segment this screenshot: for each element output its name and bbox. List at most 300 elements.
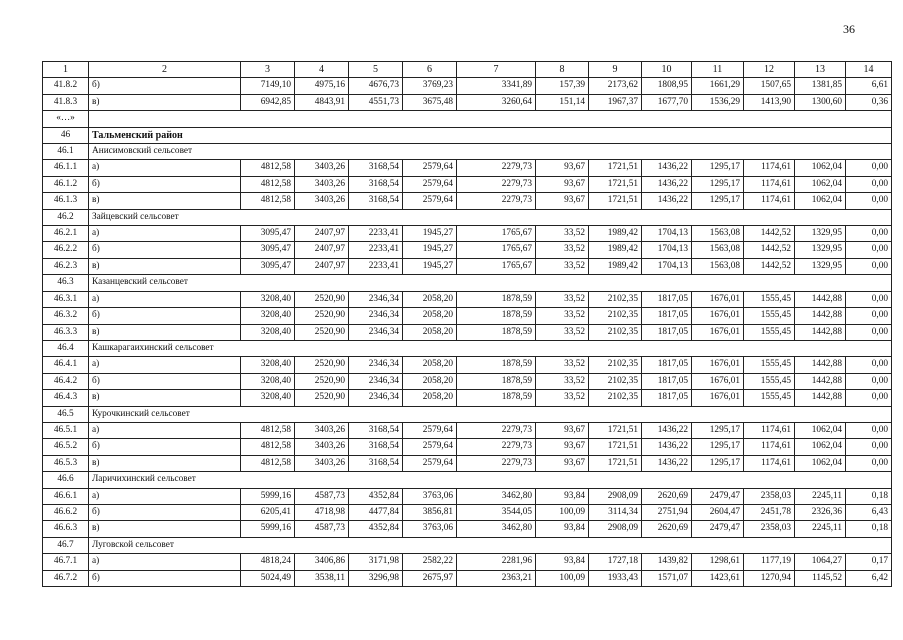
value-cell: 3403,26	[295, 176, 349, 192]
value-cell: 93,67	[536, 455, 589, 471]
value-cell: 2579,64	[403, 455, 457, 471]
value-cell: 3856,81	[403, 504, 457, 520]
value-cell: 1704,13	[642, 242, 692, 258]
value-cell: 33,52	[536, 226, 589, 242]
value-cell: 33,52	[536, 291, 589, 307]
value-cell: 1817,05	[642, 308, 692, 324]
row-variant: в)	[89, 455, 241, 471]
table-row	[43, 258, 892, 274]
value-cell: 1436,22	[642, 176, 692, 192]
section-row	[43, 209, 892, 225]
value-cell: 1329,95	[795, 226, 846, 242]
value-cell: 2279,73	[457, 160, 536, 176]
value-cell: 1295,17	[692, 160, 744, 176]
value-cell: 1878,59	[457, 324, 536, 340]
value-cell: 3208,40	[241, 291, 295, 307]
value-cell: 0,36	[846, 94, 892, 110]
value-cell: 4812,58	[241, 176, 295, 192]
value-cell: 1062,04	[795, 422, 846, 438]
value-cell: 1555,45	[744, 373, 795, 389]
value-cell: 2102,35	[589, 308, 642, 324]
value-cell: 3403,26	[295, 439, 349, 455]
value-cell: 1704,13	[642, 258, 692, 274]
value-cell: 2520,90	[295, 390, 349, 406]
value-cell: 4812,58	[241, 455, 295, 471]
value-cell: 0,00	[846, 193, 892, 209]
value-cell: 3095,47	[241, 242, 295, 258]
section-name: Казанцевский сельсовет	[89, 275, 892, 291]
value-cell: 33,52	[536, 308, 589, 324]
value-cell: 2279,73	[457, 176, 536, 192]
value-cell: 1878,59	[457, 308, 536, 324]
table-body	[43, 62, 892, 587]
value-cell: 1174,61	[744, 176, 795, 192]
value-cell: 0,18	[846, 521, 892, 537]
table-row	[43, 554, 892, 570]
section-name: Анисимовский сельсовет	[89, 144, 892, 160]
value-cell: 2620,69	[642, 521, 692, 537]
row-number: 41.8.3	[43, 94, 89, 110]
value-cell: 1436,22	[642, 422, 692, 438]
value-cell: 2233,41	[349, 242, 403, 258]
value-cell: 93,67	[536, 193, 589, 209]
value-cell: 2346,34	[349, 324, 403, 340]
table-row	[43, 439, 892, 455]
value-cell: 1507,65	[744, 78, 795, 94]
value-cell: 1817,05	[642, 373, 692, 389]
table-row	[43, 291, 892, 307]
value-cell: 3168,54	[349, 176, 403, 192]
row-number: 46.1.3	[43, 193, 89, 209]
value-cell: 1329,95	[795, 242, 846, 258]
tariff-table	[42, 61, 892, 587]
value-cell: 2451,78	[744, 504, 795, 520]
value-cell: 2579,64	[403, 439, 457, 455]
value-cell: 3462,80	[457, 488, 536, 504]
column-header: 9	[589, 62, 642, 78]
value-cell: 1436,22	[642, 193, 692, 209]
value-cell: 6,42	[846, 570, 892, 586]
value-cell: 2245,11	[795, 488, 846, 504]
value-cell: 1555,45	[744, 390, 795, 406]
value-cell: 1295,17	[692, 422, 744, 438]
value-cell: 0,00	[846, 291, 892, 307]
table-row	[43, 226, 892, 242]
value-cell: 1571,07	[642, 570, 692, 586]
value-cell: 3341,89	[457, 78, 536, 94]
value-cell: 3544,05	[457, 504, 536, 520]
value-cell: 2102,35	[589, 357, 642, 373]
value-cell: 5024,49	[241, 570, 295, 586]
value-cell: 4718,98	[295, 504, 349, 520]
value-cell: 2346,34	[349, 357, 403, 373]
value-cell: 1878,59	[457, 390, 536, 406]
value-cell: 2358,03	[744, 488, 795, 504]
value-cell: 1765,67	[457, 226, 536, 242]
row-variant: б)	[89, 308, 241, 324]
value-cell: 2279,73	[457, 193, 536, 209]
table-row	[43, 521, 892, 537]
value-cell: 33,52	[536, 242, 589, 258]
row-number: 46	[43, 127, 89, 143]
value-cell: 1270,94	[744, 570, 795, 586]
row-variant: а)	[89, 160, 241, 176]
value-cell: 4352,84	[349, 521, 403, 537]
value-cell: 0,00	[846, 308, 892, 324]
value-cell: 4352,84	[349, 488, 403, 504]
value-cell: 1676,01	[692, 373, 744, 389]
row-number: 46.4	[43, 340, 89, 356]
row-number: 46.6.3	[43, 521, 89, 537]
table-row	[43, 242, 892, 258]
value-cell: 0,00	[846, 357, 892, 373]
value-cell: 2102,35	[589, 373, 642, 389]
value-cell: 2102,35	[589, 324, 642, 340]
value-cell: 1676,01	[692, 308, 744, 324]
value-cell: 1442,52	[744, 258, 795, 274]
value-cell: 1721,51	[589, 455, 642, 471]
value-cell: 0,00	[846, 455, 892, 471]
row-variant: б)	[89, 504, 241, 520]
table-row	[43, 504, 892, 520]
section-row	[43, 144, 892, 160]
value-cell: 3208,40	[241, 357, 295, 373]
value-cell: 1174,61	[744, 455, 795, 471]
column-header: 7	[457, 62, 536, 78]
row-number: 46.4.2	[43, 373, 89, 389]
value-cell: 1145,52	[795, 570, 846, 586]
value-cell: 3114,34	[589, 504, 642, 520]
value-cell: 3406,86	[295, 554, 349, 570]
row-variant: б)	[89, 439, 241, 455]
value-cell: 3403,26	[295, 455, 349, 471]
value-cell: 1442,88	[795, 390, 846, 406]
row-variant: а)	[89, 357, 241, 373]
value-cell: 1989,42	[589, 258, 642, 274]
value-cell: 1295,17	[692, 455, 744, 471]
value-cell: 2675,97	[403, 570, 457, 586]
row-number: 46.5.2	[43, 439, 89, 455]
value-cell: 3538,11	[295, 570, 349, 586]
column-header: 3	[241, 62, 295, 78]
value-cell: 1933,43	[589, 570, 642, 586]
value-cell: 4818,24	[241, 554, 295, 570]
column-header: 4	[295, 62, 349, 78]
row-variant: б)	[89, 373, 241, 389]
value-cell: 2579,64	[403, 160, 457, 176]
value-cell: 2751,94	[642, 504, 692, 520]
column-header: 10	[642, 62, 692, 78]
value-cell: 1878,59	[457, 357, 536, 373]
value-cell: 1436,22	[642, 455, 692, 471]
value-cell: 1423,61	[692, 570, 744, 586]
table-row	[43, 78, 892, 94]
value-cell: 0,00	[846, 324, 892, 340]
value-cell: 3462,80	[457, 521, 536, 537]
value-cell: 1817,05	[642, 291, 692, 307]
table-row	[43, 324, 892, 340]
header-row	[43, 62, 892, 78]
value-cell: 1765,67	[457, 258, 536, 274]
row-number: 46.5.1	[43, 422, 89, 438]
value-cell: 1442,88	[795, 373, 846, 389]
section-row	[43, 537, 892, 553]
value-cell: 151,14	[536, 94, 589, 110]
value-cell: 1721,51	[589, 193, 642, 209]
value-cell: 6,61	[846, 78, 892, 94]
value-cell: 3168,54	[349, 439, 403, 455]
value-cell: 1381,85	[795, 78, 846, 94]
value-cell: 2058,20	[403, 390, 457, 406]
column-header: 5	[349, 62, 403, 78]
value-cell: 2058,20	[403, 324, 457, 340]
value-cell: 93,67	[536, 176, 589, 192]
row-number: 46.2.3	[43, 258, 89, 274]
value-cell: 1295,17	[692, 176, 744, 192]
value-cell: 5999,16	[241, 521, 295, 537]
value-cell: 3208,40	[241, 390, 295, 406]
column-header: 1	[43, 62, 89, 78]
value-cell: 1174,61	[744, 160, 795, 176]
value-cell: 1555,45	[744, 324, 795, 340]
value-cell: 0,00	[846, 373, 892, 389]
value-cell: 1721,51	[589, 439, 642, 455]
value-cell: 1563,08	[692, 242, 744, 258]
value-cell: 1536,29	[692, 94, 744, 110]
value-cell: 3769,23	[403, 78, 457, 94]
value-cell: 3208,40	[241, 324, 295, 340]
row-number: 46.3.1	[43, 291, 89, 307]
column-header: 13	[795, 62, 846, 78]
value-cell: 3296,98	[349, 570, 403, 586]
column-header: 2	[89, 62, 241, 78]
value-cell: 0,00	[846, 422, 892, 438]
value-cell: 1413,90	[744, 94, 795, 110]
value-cell: 100,09	[536, 504, 589, 520]
table-row	[43, 570, 892, 586]
value-cell: 1677,70	[642, 94, 692, 110]
value-cell: 4551,73	[349, 94, 403, 110]
value-cell: 1300,60	[795, 94, 846, 110]
value-cell: 1808,95	[642, 78, 692, 94]
value-cell: 6205,41	[241, 504, 295, 520]
value-cell: 33,52	[536, 373, 589, 389]
value-cell: 5999,16	[241, 488, 295, 504]
section-row	[43, 275, 892, 291]
value-cell: 4587,73	[295, 521, 349, 537]
value-cell: 2058,20	[403, 308, 457, 324]
column-header: 6	[403, 62, 457, 78]
value-cell: 2579,64	[403, 422, 457, 438]
value-cell: 0,00	[846, 390, 892, 406]
value-cell: 1295,17	[692, 193, 744, 209]
row-variant: а)	[89, 554, 241, 570]
value-cell: 1174,61	[744, 439, 795, 455]
row-variant: в)	[89, 193, 241, 209]
value-cell: 1064,27	[795, 554, 846, 570]
district-row	[43, 127, 892, 143]
value-cell: 93,67	[536, 439, 589, 455]
value-cell: 1817,05	[642, 324, 692, 340]
value-cell: 2579,64	[403, 193, 457, 209]
value-cell: 1721,51	[589, 422, 642, 438]
value-cell: 1442,88	[795, 308, 846, 324]
row-variant: б)	[89, 176, 241, 192]
section-name: Кашкарагаихинский сельсовет	[89, 340, 892, 356]
section-row	[43, 406, 892, 422]
value-cell: 2520,90	[295, 357, 349, 373]
value-cell: 1062,04	[795, 176, 846, 192]
value-cell: 4587,73	[295, 488, 349, 504]
value-cell: 1967,37	[589, 94, 642, 110]
value-cell: 1704,13	[642, 226, 692, 242]
value-cell: 2058,20	[403, 357, 457, 373]
row-number: 46.1	[43, 144, 89, 160]
row-number: 46.7	[43, 537, 89, 553]
value-cell: 1555,45	[744, 308, 795, 324]
value-cell: 2358,03	[744, 521, 795, 537]
value-cell: 1442,88	[795, 291, 846, 307]
value-cell: 1298,61	[692, 554, 744, 570]
row-variant: а)	[89, 422, 241, 438]
value-cell: 1676,01	[692, 291, 744, 307]
value-cell: 1721,51	[589, 176, 642, 192]
value-cell: 100,09	[536, 570, 589, 586]
row-variant: а)	[89, 226, 241, 242]
value-cell: 0,00	[846, 258, 892, 274]
ellipsis-row	[43, 111, 892, 127]
value-cell: 4812,58	[241, 422, 295, 438]
value-cell: 2579,64	[403, 176, 457, 192]
value-cell: 2407,97	[295, 258, 349, 274]
value-cell: 2520,90	[295, 324, 349, 340]
row-variant: в)	[89, 324, 241, 340]
row-number: 46.6.1	[43, 488, 89, 504]
district-name: Тальменский район	[89, 127, 892, 143]
value-cell: 1062,04	[795, 455, 846, 471]
value-cell: 1062,04	[795, 193, 846, 209]
value-cell: 33,52	[536, 390, 589, 406]
value-cell: 3403,26	[295, 193, 349, 209]
value-cell: 1989,42	[589, 226, 642, 242]
row-number: 46.1.2	[43, 176, 89, 192]
value-cell: 1062,04	[795, 439, 846, 455]
value-cell: 1439,82	[642, 554, 692, 570]
section-name: Ларичихинский сельсовет	[89, 472, 892, 488]
value-cell: 1661,29	[692, 78, 744, 94]
row-number: 46.1.1	[43, 160, 89, 176]
row-variant: в)	[89, 390, 241, 406]
value-cell: 2102,35	[589, 390, 642, 406]
value-cell: 1878,59	[457, 373, 536, 389]
value-cell: 0,18	[846, 488, 892, 504]
value-cell: 2326,36	[795, 504, 846, 520]
row-variant: б)	[89, 570, 241, 586]
value-cell: 4812,58	[241, 160, 295, 176]
value-cell: 2173,62	[589, 78, 642, 94]
value-cell: 1945,27	[403, 258, 457, 274]
value-cell: 1721,51	[589, 160, 642, 176]
value-cell: 0,00	[846, 439, 892, 455]
value-cell: 2479,47	[692, 521, 744, 537]
value-cell: 1442,52	[744, 242, 795, 258]
value-cell: 2346,34	[349, 291, 403, 307]
value-cell: 1878,59	[457, 291, 536, 307]
value-cell: 3763,06	[403, 488, 457, 504]
table-row	[43, 160, 892, 176]
value-cell: 2279,73	[457, 439, 536, 455]
value-cell: 3260,64	[457, 94, 536, 110]
value-cell: 93,84	[536, 488, 589, 504]
row-number: 46.6.2	[43, 504, 89, 520]
value-cell: 2407,97	[295, 226, 349, 242]
value-cell: 1765,67	[457, 242, 536, 258]
value-cell: 2604,47	[692, 504, 744, 520]
row-number: 46.3.2	[43, 308, 89, 324]
value-cell: 2058,20	[403, 291, 457, 307]
row-number: 46.2.2	[43, 242, 89, 258]
value-cell: 1945,27	[403, 226, 457, 242]
value-cell: 1436,22	[642, 439, 692, 455]
page-number: 36	[843, 22, 855, 36]
value-cell: 2281,96	[457, 554, 536, 570]
row-number: 46.7.1	[43, 554, 89, 570]
value-cell: 2233,41	[349, 258, 403, 274]
row-number: 41.8.2	[43, 78, 89, 94]
ellipsis-cell: «…»	[43, 111, 89, 127]
value-cell: 3168,54	[349, 193, 403, 209]
table-row	[43, 488, 892, 504]
value-cell: 2058,20	[403, 373, 457, 389]
row-number: 46.6	[43, 472, 89, 488]
column-header: 14	[846, 62, 892, 78]
value-cell: 2346,34	[349, 390, 403, 406]
value-cell: 4812,58	[241, 193, 295, 209]
value-cell: 1676,01	[692, 357, 744, 373]
row-variant: б)	[89, 242, 241, 258]
section-row	[43, 340, 892, 356]
row-variant: в)	[89, 258, 241, 274]
section-row	[43, 472, 892, 488]
value-cell: 2520,90	[295, 308, 349, 324]
value-cell: 6942,85	[241, 94, 295, 110]
value-cell: 1329,95	[795, 258, 846, 274]
row-number: 46.2.1	[43, 226, 89, 242]
value-cell: 2279,73	[457, 422, 536, 438]
value-cell: 0,00	[846, 160, 892, 176]
value-cell: 1174,61	[744, 422, 795, 438]
table-row	[43, 390, 892, 406]
row-variant: в)	[89, 521, 241, 537]
value-cell: 3675,48	[403, 94, 457, 110]
value-cell: 3168,54	[349, 422, 403, 438]
value-cell: 1295,17	[692, 439, 744, 455]
value-cell: 1989,42	[589, 242, 642, 258]
value-cell: 3171,98	[349, 554, 403, 570]
row-number: 46.5.3	[43, 455, 89, 471]
value-cell: 2582,22	[403, 554, 457, 570]
value-cell: 7149,10	[241, 78, 295, 94]
row-variant: а)	[89, 291, 241, 307]
value-cell: 2245,11	[795, 521, 846, 537]
value-cell: 1177,19	[744, 554, 795, 570]
value-cell: 1442,88	[795, 357, 846, 373]
value-cell: 1442,52	[744, 226, 795, 242]
value-cell: 3763,06	[403, 521, 457, 537]
section-name: Курочкинский сельсовет	[89, 406, 892, 422]
value-cell: 2279,73	[457, 455, 536, 471]
value-cell: 2908,09	[589, 521, 642, 537]
